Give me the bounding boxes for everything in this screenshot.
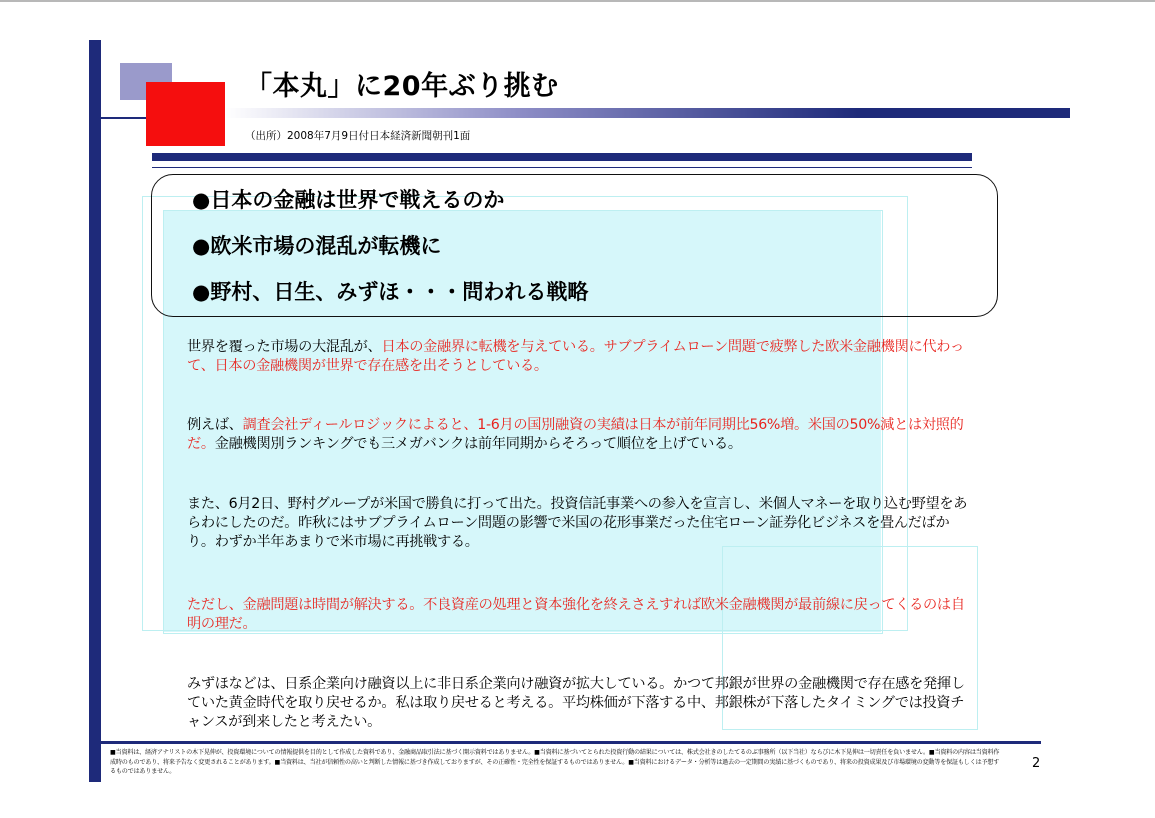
left-accent-bar xyxy=(89,40,101,782)
body-paragraph: 世界を覆った市場の大混乱が、日本の金融界に転機を与えている。サブプライムローン問題で疲弊した欧米金融機関に代わって、日本の金融機関が世界で存在感を出そうとしている。 xyxy=(187,339,964,374)
header-divider-thin-line xyxy=(152,167,972,168)
body-paragraph: ただし、金融問題は時間が解決する。不良資産の処理と資本強化を終えさえすれば欧米金融機関が最前線に戻ってくるのは自明の理だ。 xyxy=(187,597,965,632)
window-top-border xyxy=(0,0,1155,2)
footer-divider-bar xyxy=(101,741,1041,744)
headline-item: ●欧米市場の混乱が転機に xyxy=(192,234,442,258)
title-gradient-rule xyxy=(225,108,1070,118)
page-number: 2 xyxy=(1032,756,1041,771)
slide-title: 「本丸」に20年ぶり挑む xyxy=(245,71,559,102)
headline-list xyxy=(192,184,588,322)
body-paragraph: また、6月2日、野村グループが米国で勝負に打って出た。投資信託事業への参入を宣言し、米個人マネーを取り込む野望をあらわにしたのだ。昨秋にはサブプライムローン問題の影響で米国の花形事業だった住宅ローン証券化ビジネスを畳んだばかり。わずか半年あまりで米市場に再挑戦する。 xyxy=(187,496,968,550)
headline-item: ●野村、日生、みずほ・・・問われる戦略 xyxy=(192,280,589,304)
source-citation: （出所）2008年7月9日付日本経済新聞朝刊1面 xyxy=(245,130,471,142)
body-paragraph: 例えば、調査会社ディールロジックによると、1-6月の国別融資の実績は日本が前年同期比56%増。米国の50%減とは対照的だ。金融機関別ランキングでも三メガバンクは前年同期からそろって順位を上げている。 xyxy=(187,417,964,452)
title-rule-left-line xyxy=(101,117,146,119)
red-accent-square xyxy=(146,82,225,146)
headline-item: ●日本の金融は世界で戦えるのか xyxy=(192,188,505,212)
header-divider-bar xyxy=(152,153,972,161)
body-paragraph: みずほなどは、日系企業向け融資以上に非日系企業向け融資が拡大している。かつて邦銀が世界の金融機関で存在感を発揮していた黄金時代を取り戻せるか。私は取り戻せると考える。平均株価が下落する中、邦銀株が下落したタイミングでは投資チャンスが到来したと考えたい。 xyxy=(187,676,965,730)
disclaimer-text: ■当資料は、経済アナリストの木下晃伸が、投資環境についての情報提供を目的として作成した資料であり、金融商品取引法に基づく開示資料ではありません。■当資料に基づいてとられた投資行動の結果については、株式会社きのしたてるのぶ事務所（以下当社）ならびに木下晃伸は一切責任を負いません。■当資料の内容は当資料作成時のものであり、将来予告なく変更されることがあります。■当資料は、当社が信頼性の高いと判断した情報に基づき作成しておりますが、その正確性・完全性を保証するものではありません。■当資料におけるデータ・分析等は過去の一定期間の実績に基づくものであり、将来の投資成果及び市場環境の変動等を保証もしくは予想するものではありません。 xyxy=(110,749,1000,775)
